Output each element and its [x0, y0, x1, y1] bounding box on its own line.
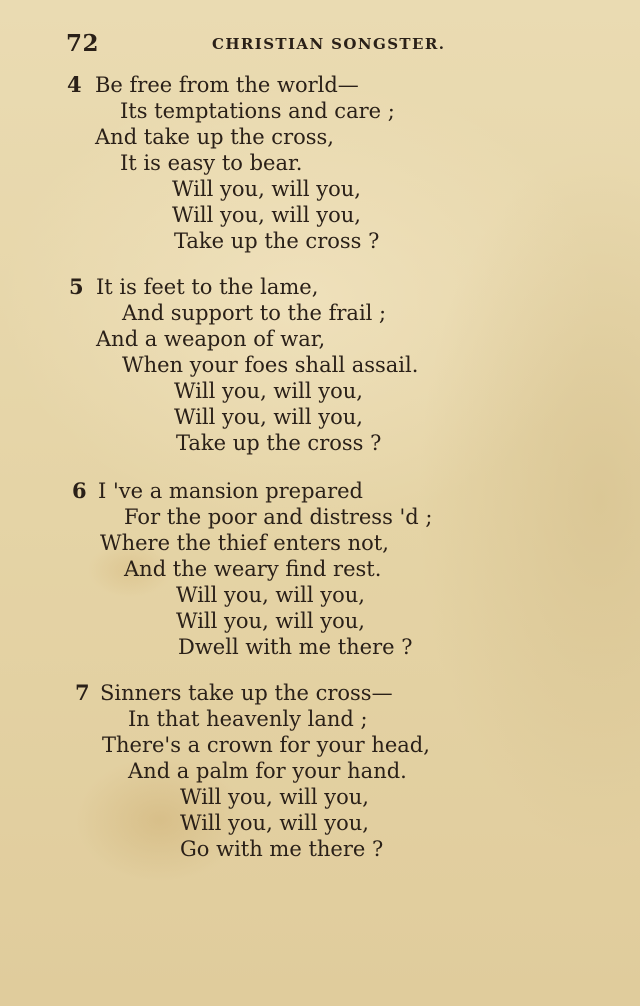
- stanza-number: 7: [75, 680, 90, 705]
- refrain-line: Will you, will you,: [172, 203, 361, 227]
- verse-line: There's a crown for your head,: [102, 733, 430, 757]
- stanza-number: 4: [67, 72, 82, 97]
- verse-line: Where the thief enters not,: [100, 531, 389, 555]
- verse-line: And a weapon of war,: [96, 327, 326, 351]
- verse-line: And support to the frail ;: [122, 301, 387, 325]
- stanza-number: 5: [69, 274, 84, 299]
- verse-line: I 've a mansion prepared: [98, 479, 363, 503]
- refrain-line: Will you, will you,: [176, 583, 365, 607]
- verse-line: Sinners take up the cross—: [100, 681, 393, 705]
- refrain-line: Will you, will you,: [180, 785, 369, 809]
- verse-line: It is feet to the lame,: [96, 275, 319, 299]
- refrain-line: Go with me there ?: [180, 837, 384, 861]
- refrain-line: Will you, will you,: [174, 379, 363, 403]
- verse-line: And take up the cross,: [95, 125, 334, 149]
- verse-line: It is easy to bear.: [120, 151, 303, 175]
- refrain-line: Dwell with me there ?: [178, 635, 413, 659]
- refrain-line: Will you, will you,: [180, 811, 369, 835]
- page-number: 72: [66, 30, 100, 57]
- running-title: CHRISTIAN SONGSTER.: [212, 35, 446, 53]
- verse-line: Be free from the world—: [95, 73, 359, 97]
- refrain-line: Will you, will you,: [172, 177, 361, 201]
- verse-line: In that heavenly land ;: [128, 707, 368, 731]
- verse-line: When your foes shall assail.: [122, 353, 419, 377]
- verse-line: Its temptations and care ;: [120, 99, 395, 123]
- verse-line: And a palm for your hand.: [128, 759, 407, 783]
- page-header: [0, 30, 640, 60]
- verse-line: And the weary find rest.: [124, 557, 382, 581]
- verse-line: For the poor and distress 'd ;: [124, 505, 433, 529]
- refrain-line: Take up the cross ?: [176, 431, 382, 455]
- stanza-number: 6: [72, 478, 87, 503]
- refrain-line: Will you, will you,: [174, 405, 363, 429]
- refrain-line: Will you, will you,: [176, 609, 365, 633]
- refrain-line: Take up the cross ?: [174, 229, 380, 253]
